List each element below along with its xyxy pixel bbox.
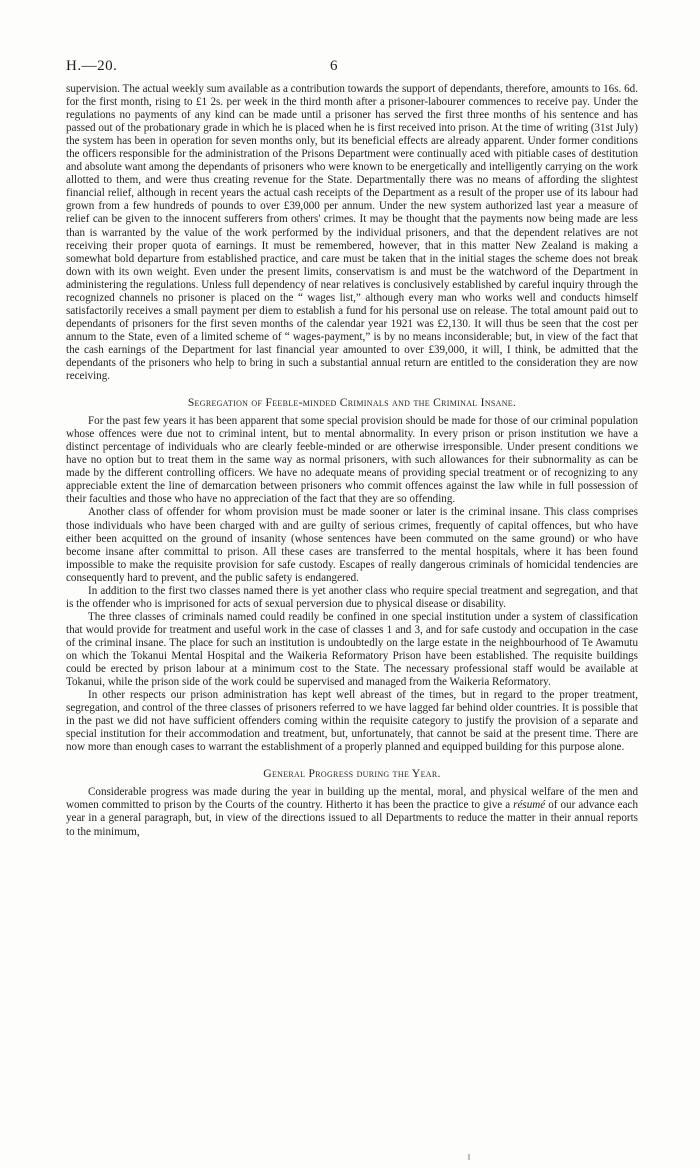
paragraph: In addition to the first two classes named there is yet another class who require special treatment and segregation, and that is the offender who is imprisoned for acts of sexual perversion due to physical disease or disability. bbox=[66, 584, 638, 610]
paragraph: For the past few years it has been apparent that some special provision should be made for those of our criminal population whose offences were due not to criminal intent, but to mental abnormality. In every prison or prison institution we have a distinct percentage of individuals who are clearly feeble-minded or are otherwise irresponsible. Under present conditions we have no option but to treat them in the same way as normal prisoners, with such allowances for their subnormality as can be made by the different controlling officers. We have no adequate means of providing special treatment or of recognizing to any appreciable extent the line of demarcation between prisoners who commit offences against the law while in full possession of their faculties and those who have no appreciation of the fact that they are so offending. bbox=[66, 415, 638, 506]
paragraph-text: of our advance each year in a general paragraph, but, in view of the directions issued to all Departments to reduce the matter in their annual reports to the minimum, bbox=[66, 799, 639, 838]
paragraph bbox=[66, 786, 638, 838]
document-number: H.—20. bbox=[66, 58, 118, 74]
paragraph: Another class of offender for whom provision must be made sooner or later is the criminal insane. This class comprises those individuals who have been charged with and are guilty of serious crimes, frequently of capital offences, but who have either been acquitted on the ground of insanity (whose sentences have been commuted on the same ground) or who have become insane after committal to prison. All these cases are transferred to the mental hospitals, where it has been found impossible to make the requisite provision for safe custody. Escapes of really dangerous criminals of homicidal tendencies are consequently hard to prevent, and the public safety is endangered. bbox=[66, 506, 638, 584]
page-mark bbox=[468, 1154, 470, 1160]
page-number: 6 bbox=[330, 58, 338, 74]
section-heading: Segregation of Feeble-minded Criminals and the Criminal Insane. bbox=[187, 396, 517, 410]
paragraph-text: Considerable progress was made during the year in building up the mental, moral, and physical welfare of the men and women committed to prison by the Courts of the country. Hitherto it has been the practice to give a bbox=[66, 786, 638, 812]
section-heading: General Progress during the Year. bbox=[263, 767, 441, 781]
paragraph: The three classes of criminals named could readily be confined in one special institution under a system of classification that would provide for treatment and useful work in the case of classes 1 and 3, and for safe custody and occupation in the case of the criminal insane. The place for such an institution is undoubtedly on the large estate in the neighbourhood of Te Awamutu on which the Tokanui Mental Hospital and the Waikeria Reformatory Prison have been established. The requisite buildings could be erected by prison labour at a minimum cost to the State. The necessary professional staff would be available at Tokanui, while the prison side of the work could be supervised and managed from the Waikeria Reformatory. bbox=[66, 610, 638, 689]
page-header bbox=[66, 58, 638, 76]
paragraph: In other respects our prison administration has kept well abreast of the times, but in regard to the proper treatment, segregation, and control of the three classes of prisoners referred to we have lagged far behind older countries. It is possible that in the past we did not have sufficient offenders coming within the requisite category to justify the provision of a separate and special institution for their accommodation and treatment, but, unfortunately, that cannot be said at the present time. There are now more than enough cases to warrant the establishment of a properly planned and equipped building for this purpose alone. bbox=[66, 689, 638, 754]
paragraph: supervision. The actual weekly sum available as a contribution towards the support of dependants, therefore, amounts to 16s. 6d. for the first month, rising to £1 2s. per week in the third month after a prisoner-labourer commences to receive pay. Under the regulations no payments of any kind can be made until a prisoner has served the first three months of his sentence and has passed out of the probationary grade in which he is placed when he is first received into prison. At the time of writing (31st July) the system has been in operation for seven months only, but its beneficial effects are already apparent. Under former conditions the officers responsible for the administration of the Prisons Department were continually aced with pitiable cases of destitution and absolute want among the dependants of prisoners who were known to be energetically and intelligently carrying on the work allotted to them, and were thus creating revenue for the State. Departmentally there was no means of affording the slightest financial relief, although in recent years the actual cash receipts of the Department as a result of the proper use of its labour had grown from a few hundreds of pounds to over £39,000 per annum. Under the new system authorized last year a measure of relief can be given to the innocent sufferers from others' crimes. It may be thought that the payments now being made are less than is warranted by the value of the work performed by the individual prisoners, and that the dependent relatives are not receiving their proper quota of earnings. It must be remembered, however, that in this matter New Zealand is making a somewhat bold departure from established practice, and care must be taken that in the initial stages the scheme does not break down with its own weight. Even under the present limits, conservatism is and must be the watchword of the Department in administering the regulations. Unless full dependency of near relatives is conclusively established by careful inquiry through the recognized channels no prisoner is placed on the “ wages list,” although every man who works well and conducts himself satisfactorily receives a small payment per diem to establish a fund for his personal use on release. The total amount paid out to dependants of prisoners for the first seven months of the calendar year 1921 was £2,130. It will thus be seen that the cost per annum to the State, even of a limited scheme of “ wages-payment,” is by no means inconsiderable; but, in view of the fact that the cash earnings of the Department for last financial year amounted to over £39,000, it will, I think, be admitted that the dependants of the prisoners who help to bring in such a substantial annual return are entitled to the consideration they are now receiving. bbox=[66, 83, 638, 383]
body-text bbox=[66, 83, 638, 839]
italic-term: résumé bbox=[513, 799, 546, 812]
